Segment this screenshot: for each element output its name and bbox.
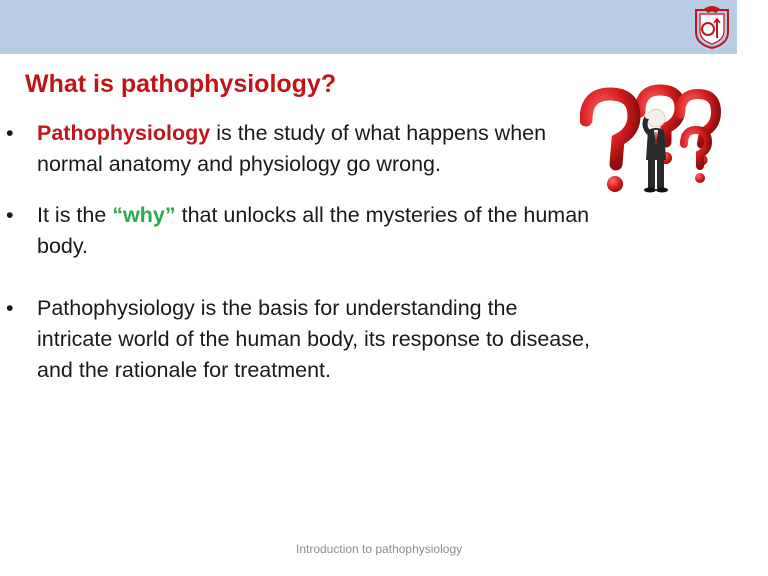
bullet-text: and the rationale for treatment. — [37, 358, 332, 382]
bullet-line — [37, 355, 657, 386]
bullet-text: body. — [37, 234, 88, 258]
question-marks-person-illustration — [580, 72, 724, 208]
bullet-line — [37, 324, 657, 355]
bullet-line — [37, 231, 657, 262]
slide-title: What is pathophysiology? — [25, 70, 337, 98]
header-band — [0, 0, 737, 54]
bullet-line — [37, 118, 657, 149]
bullet-text: normal anatomy and physiology go wrong. — [37, 152, 441, 176]
college-crest-icon — [690, 4, 734, 50]
bullet-text: is the study of what happens when — [210, 121, 547, 145]
term-pathophysiology: Pathophysiology — [37, 121, 211, 145]
bullet-line — [37, 293, 657, 324]
bullet-line — [37, 200, 657, 231]
bullet-marker: • — [6, 296, 14, 320]
footer-text: Introduction to pathophysiology — [296, 542, 463, 556]
bullet-line — [37, 149, 657, 180]
bullet-text: intricate world of the human body, its response to disease, — [37, 327, 590, 351]
bullet-text: Pathophysiology is the basis for understanding the — [37, 296, 518, 320]
term-why: “why” — [112, 203, 176, 227]
bullet-marker: • — [6, 121, 14, 145]
bullet-marker: • — [6, 203, 14, 227]
bullet-text: that unlocks all the mysteries of the human — [175, 203, 590, 227]
bullet-text: It is the — [37, 203, 113, 227]
